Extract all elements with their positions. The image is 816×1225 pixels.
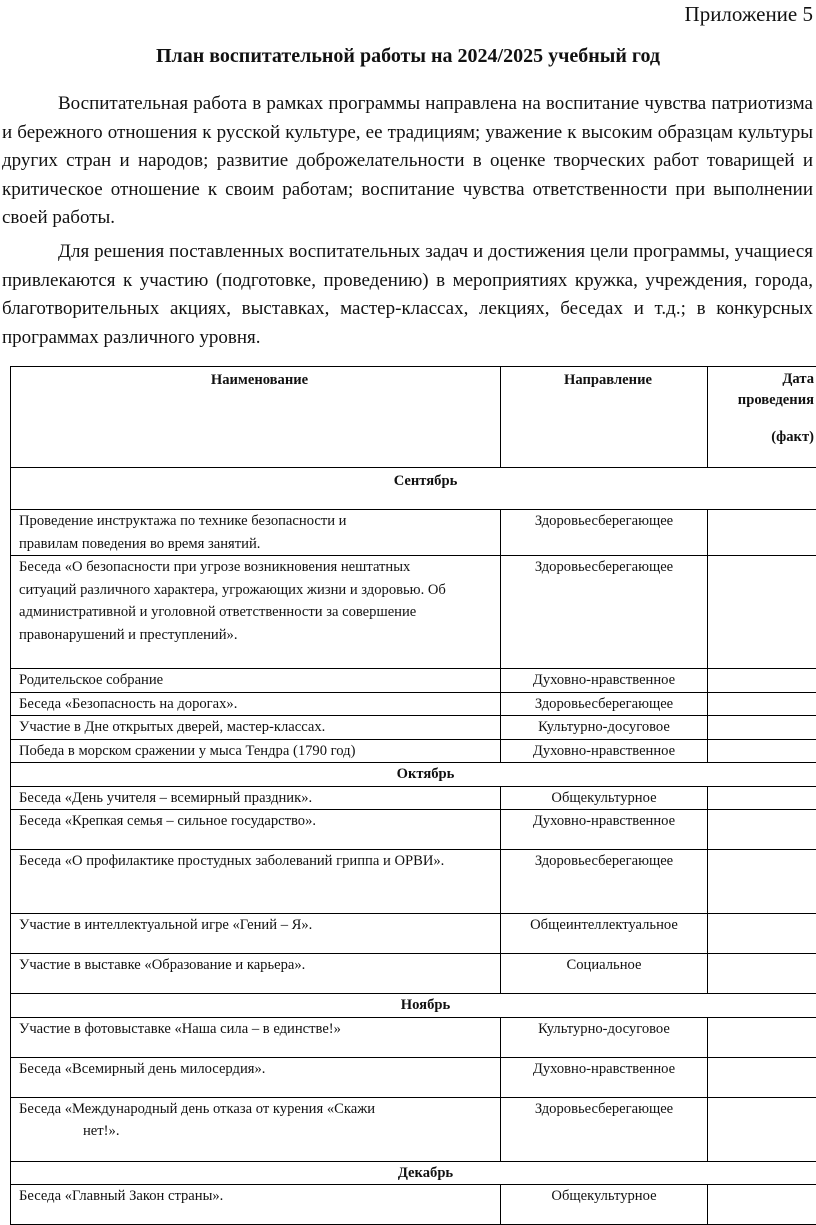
- table-row: [11, 739, 816, 763]
- event-line: правилам поведения во время занятий.: [19, 533, 500, 556]
- event-line: Проведение инструктажа по технике безопасности и: [19, 510, 500, 533]
- intro-paragraph: Воспитательная работа в рамках программы направлена на воспитание чувства патриотизма и бережного отношения к русской культуре, ее традициям; уважение к высоким образцам культуры других стран и народов; развитие доброжелательности в оценке творческих работ товарищей и критическое отношение к своим работам; воспитание чувства ответственности при выполнении своей работы.: [2, 90, 813, 233]
- date-cell: [708, 1097, 816, 1161]
- event-cell: Беседа «День учителя – всемирный праздник».: [11, 786, 501, 810]
- event-cell: Победа в морском сражении у мыса Тендра (1790 год): [11, 739, 501, 763]
- month-october: Октябрь: [11, 763, 816, 787]
- direction-cell: Общекультурное: [501, 1185, 708, 1225]
- table-row: [11, 954, 816, 994]
- direction-cell: Культурно-досуговое: [501, 716, 708, 740]
- event-cell: [11, 510, 501, 556]
- direction-cell: Общеинтеллектуальное: [501, 914, 708, 954]
- date-cell: [708, 1057, 816, 1097]
- direction-cell: Общекультурное: [501, 786, 708, 810]
- table-row: [11, 669, 816, 693]
- date-cell: [708, 692, 816, 716]
- header-name: [11, 367, 501, 468]
- date-cell: [708, 510, 816, 556]
- direction-cell: Здоровьесберегающее: [501, 510, 708, 556]
- event-cell: Участие в Дне открытых дверей, мастер-классах.: [11, 716, 501, 740]
- month-row: [11, 1161, 816, 1185]
- header-date-line1: Дата: [716, 369, 814, 390]
- header-date-line3: (факт): [716, 427, 814, 448]
- direction-cell: Культурно-досуговое: [501, 1017, 708, 1057]
- header-name-text: Наименование: [211, 372, 308, 388]
- tasks-paragraph: Для решения поставленных воспитательных задач и достижения цели программы, учащиеся привлекаются к участию (подготовке, проведению) в мероприятиях кружка, учреждения, города, благотворительных акциях, выставках, мастер-классах, лекциях, беседах и т.д.; в конкурсных программах различного уровня.: [2, 238, 813, 352]
- table-row: [11, 556, 816, 669]
- date-cell: [708, 739, 816, 763]
- event-cell: Беседа «Всемирный день милосердия».: [11, 1057, 501, 1097]
- month-november: Ноябрь: [11, 994, 816, 1018]
- table-row: [11, 810, 816, 850]
- page-title: План воспитательной работы на 2024/2025 учебный год: [0, 45, 816, 68]
- month-december: Декабрь: [11, 1161, 816, 1185]
- event-line: Беседа «Международный день отказа от курения «Скажи: [19, 1098, 500, 1121]
- direction-cell: Духовно-нравственное: [501, 739, 708, 763]
- table-row: [11, 510, 816, 556]
- table-row: [11, 1185, 816, 1225]
- table-row: [11, 716, 816, 740]
- date-cell: [708, 1017, 816, 1057]
- date-cell: [708, 556, 816, 669]
- table-row: [11, 1097, 816, 1161]
- direction-cell: Здоровьесберегающее: [501, 850, 708, 914]
- event-cell: Участие в фотовыставке «Наша сила – в единстве!»: [11, 1017, 501, 1057]
- direction-cell: Здоровьесберегающее: [501, 692, 708, 716]
- table-row: [11, 786, 816, 810]
- header-direction: [501, 367, 708, 468]
- event-cell: Родительское собрание: [11, 669, 501, 693]
- date-cell: [708, 786, 816, 810]
- table-row: [11, 1017, 816, 1057]
- month-row: [11, 763, 816, 787]
- event-line: нет!».: [19, 1120, 500, 1143]
- table-row: [11, 914, 816, 954]
- event-cell: Беседа «О безопасности при угрозе возникновения нештатных ситуаций различного характера, угрожающих жизни и здоровью. Об административной и уголовной ответственности за совершение правонарушений и преступлений».: [11, 556, 501, 669]
- header-date: [708, 367, 816, 468]
- month-row: [11, 468, 816, 510]
- month-september: Сентябрь: [11, 468, 816, 510]
- appendix-label: Приложение 5: [685, 2, 813, 27]
- header-date-line2: проведения: [716, 390, 814, 411]
- event-cell: Участие в интеллектуальной игре «Гений – Я».: [11, 914, 501, 954]
- event-cell: Беседа «Главный Закон страны».: [11, 1185, 501, 1225]
- date-cell: [708, 716, 816, 740]
- plan-table: [10, 366, 816, 1225]
- table-row: [11, 850, 816, 914]
- event-cell: Участие в выставке «Образование и карьера».: [11, 954, 501, 994]
- direction-cell: Духовно-нравственное: [501, 669, 708, 693]
- table-row: [11, 1057, 816, 1097]
- direction-cell: Здоровьесберегающее: [501, 556, 708, 669]
- event-cell: [11, 1097, 501, 1161]
- date-cell: [708, 914, 816, 954]
- date-cell: [708, 810, 816, 850]
- month-row: [11, 994, 816, 1018]
- date-cell: [708, 1185, 816, 1225]
- header-direction-text: Направление: [564, 372, 652, 388]
- direction-cell: Духовно-нравственное: [501, 1057, 708, 1097]
- direction-cell: Социальное: [501, 954, 708, 994]
- direction-cell: Здоровьесберегающее: [501, 1097, 708, 1161]
- table-row: [11, 692, 816, 716]
- table-header-row: [11, 367, 816, 468]
- event-cell: Беседа «Безопасность на дорогах».: [11, 692, 501, 716]
- direction-cell: Духовно-нравственное: [501, 810, 708, 850]
- date-cell: [708, 850, 816, 914]
- event-cell: Беседа «Крепкая семья – сильное государство».: [11, 810, 501, 850]
- event-cell: Беседа «О профилактике простудных заболеваний гриппа и ОРВИ».: [11, 850, 501, 914]
- date-cell: [708, 954, 816, 994]
- date-cell: [708, 669, 816, 693]
